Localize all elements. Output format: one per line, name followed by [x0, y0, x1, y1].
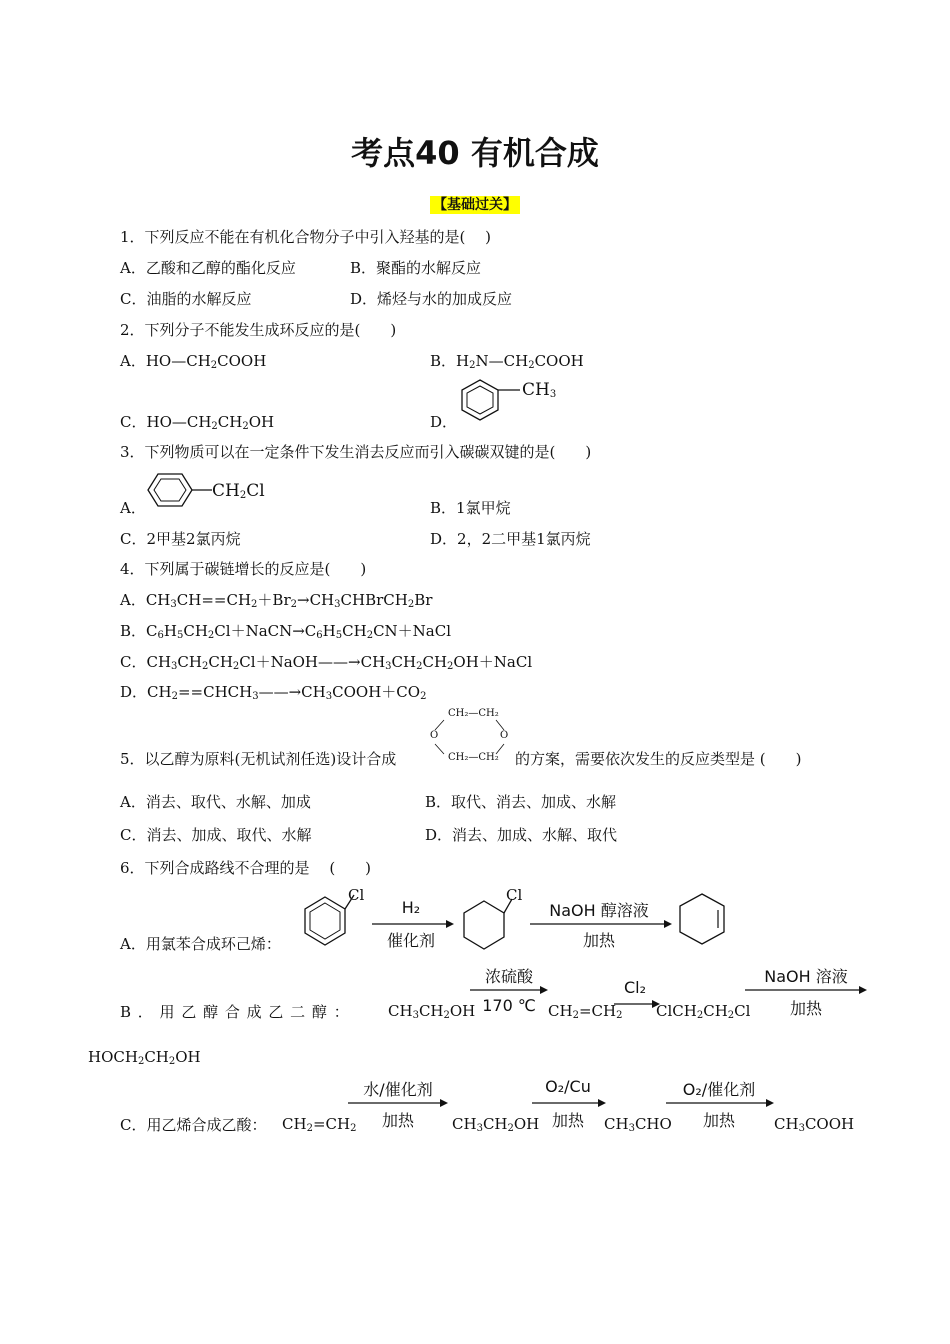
dioxane-structure: CH₂—CH₂ O O CH₂—CH₂ [430, 708, 509, 763]
q1-option-d: D．烯烃与水的加成反应 [350, 290, 513, 308]
chlorocyclohexane-cl-label: Cl [506, 886, 523, 904]
q6b-arrow1 [470, 986, 548, 996]
q6b-ethanol: $CH_3CH_2OH$ [388, 1002, 476, 1021]
q3-option-d: D．2，2二甲基1氯丙烷 [430, 530, 591, 548]
q6b-arrow3 [745, 986, 867, 996]
q6b-arrow2-top: Cl₂ [623, 978, 647, 997]
q1-option-a: A．乙酸和乙醇的酯化反应 [120, 259, 296, 277]
q2-option-d-label: D． [430, 413, 458, 431]
q6-stem: 6．下列合成路线不合理的是 ( ) [120, 859, 372, 877]
q6-option-b-text: B ． 用 乙 醇 合 成 乙 二 醇 ： [120, 1003, 350, 1021]
q6c-ethanol: $CH_3CH_2OH$ [452, 1115, 540, 1134]
q6c-arrow3-top: O₂/催化剂 [682, 1080, 756, 1099]
q5-stem-after: 的方案，需要依次发生的反应类型是 ( ) [515, 750, 802, 768]
q6a-arrow1-top: H₂ [401, 898, 421, 917]
q6b-arrow1-bottom: 170 ℃ [482, 996, 536, 1015]
q2-option-c: C．$HO—CH_2CH_2OH$ [120, 413, 275, 432]
q4-option-d: D．$CH_2==CHCH_3——\to CH_3COOH+CO_2$ [120, 683, 427, 702]
q6b-arrow3-top: NaOH 溶液 [764, 967, 848, 986]
chlorobenzene-cl-label: Cl [348, 886, 365, 904]
q4-stem: 4．下列属于碳链增长的反应是( ) [120, 560, 367, 578]
q6-option-a-text: A．用氯苯合成环己烯： [120, 935, 281, 953]
q6b-dichloroethane: $ClCH_2CH_2Cl$ [656, 1002, 751, 1021]
q6b-arrow3-bottom: 加热 [789, 999, 822, 1018]
q3-option-b: B．1氯甲烷 [430, 499, 511, 517]
q1-option-b: B．聚酯的水解反应 [350, 259, 482, 277]
q6c-arrow1-bottom: 加热 [381, 1111, 414, 1130]
q6c-arrow3-bottom: 加热 [702, 1111, 735, 1130]
q5-option-d: D．消去、加成、水解、取代 [425, 826, 618, 844]
q6c-arrow1-top: 水/催化剂 [363, 1080, 433, 1099]
q6b-ethylene-glycol: $HOCH_2CH_2OH$ [88, 1048, 201, 1067]
benzyl-ch2cl-label: $CH_2Cl$ [212, 481, 265, 501]
q5-option-a: A．消去、取代、水解、加成 [120, 793, 311, 811]
q2-option-a: A．$HO—CH_2COOH$ [120, 352, 267, 371]
q6a-arrow1-bottom: 催化剂 [386, 931, 435, 950]
q4-option-a: A．$CH_3CH==CH_2+Br_2\to CH_3CHBrCH_2Br$ [120, 591, 433, 610]
q6c-arrow2-bottom: 加热 [551, 1111, 584, 1130]
q4-option-c: C．$CH_3CH_2CH_2Cl+NaOH——\to CH_3CH_2CH_2OH+NaCl$ [120, 653, 533, 672]
cyclohexene-structure [676, 888, 736, 952]
q6b-arrow2 [614, 1000, 660, 1010]
q6a-arrow2-top: NaOH 醇溶液 [549, 901, 649, 920]
section-heading: 【基础过关】 [0, 194, 950, 214]
q3-stem: 3．下列物质可以在一定条件下发生消去反应而引入碳碳双键的是( ) [120, 443, 592, 461]
q6c-acetic-acid: $CH_3COOH$ [774, 1115, 855, 1134]
q2-option-b: B．$H_2N—CH_2COOH$ [430, 352, 584, 371]
q5-option-c: C．消去、加成、取代、水解 [120, 826, 312, 844]
page-title: 考点40 有机合成 [351, 134, 599, 172]
q4-option-b: B．$C_6H_5CH_2Cl+NaCN\to C_6H_5CH_2CN+NaCl$ [120, 622, 452, 641]
toluene-ch3-label: $CH_3$ [522, 380, 557, 400]
q6c-acetaldehyde: $CH_3CHO$ [604, 1115, 672, 1134]
q6c-ethylene: $CH_2=CH_2$ [282, 1115, 357, 1134]
q6c-arrow2-top: O₂/Cu [545, 1077, 591, 1096]
q5-stem-before: 5．以乙醇为原料(无机试剂任选)设计合成 [120, 750, 397, 768]
q1-stem: 1．下列反应不能在有机化合物分子中引入羟基的是( ) [120, 228, 492, 246]
q6b-ethylene: $CH_2=CH_2$ [548, 1002, 623, 1021]
q2-stem: 2．下列分子不能发生成环反应的是( ) [120, 321, 397, 339]
q6-option-c-text: C．用乙烯合成乙酸： [120, 1116, 267, 1134]
q1-option-c: C．油脂的水解反应 [120, 290, 252, 308]
q5-option-b: B．取代、消去、加成、水解 [425, 793, 617, 811]
q6b-arrow1-top: 浓硫酸 [484, 967, 533, 986]
q6a-arrow2-bottom: 加热 [582, 931, 615, 950]
q3-option-a-label: A． [120, 499, 146, 517]
q3-option-c: C．2甲基2氯丙烷 [120, 530, 241, 548]
